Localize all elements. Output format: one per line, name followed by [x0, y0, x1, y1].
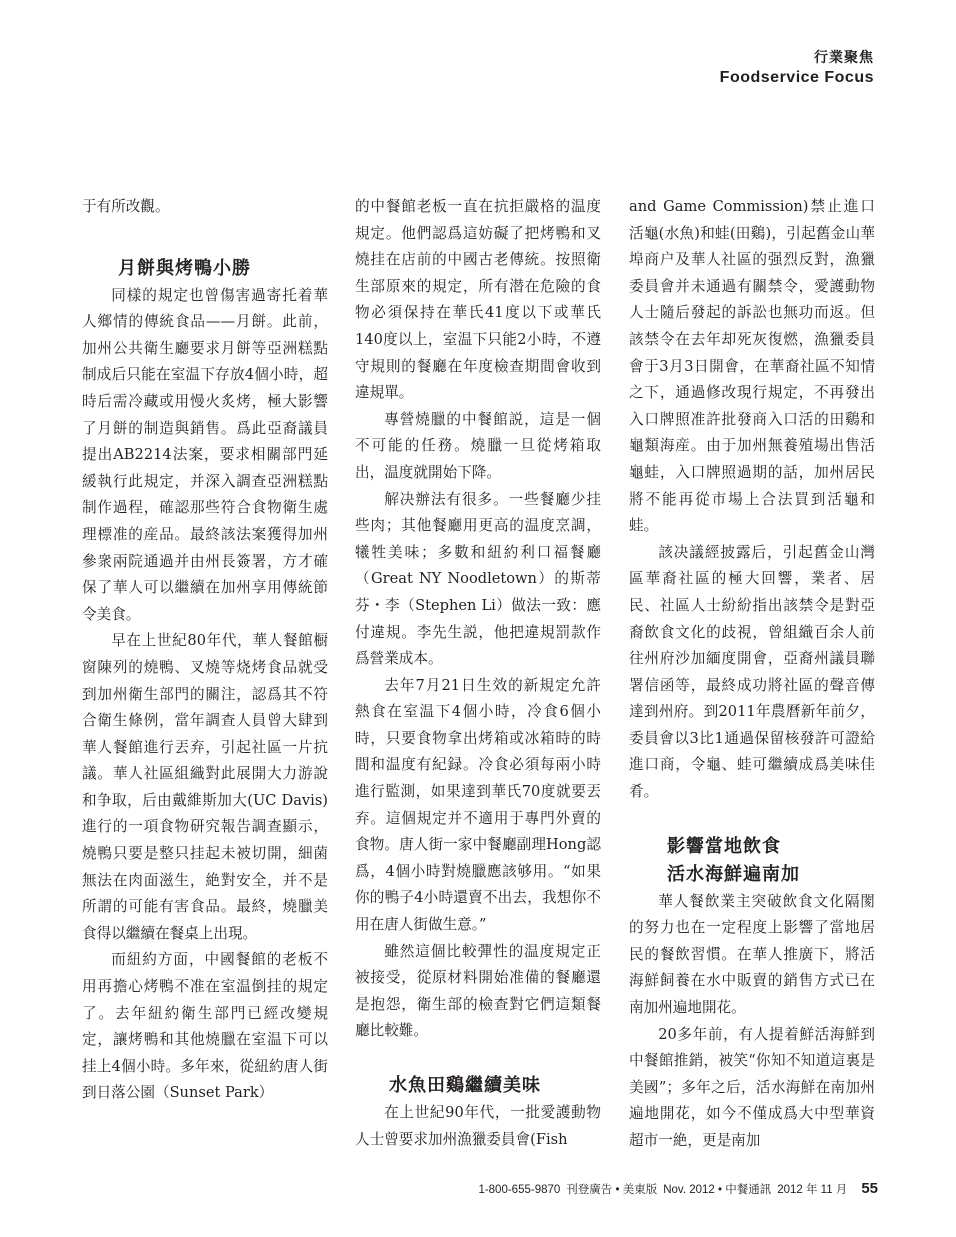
section-header — [720, 48, 874, 88]
section-heading-line-1: 影響當地飲食 — [667, 835, 781, 857]
article-column-3 — [629, 194, 875, 1155]
paragraph: 的中餐館老板一直在抗拒嚴格的温度規定。他們認爲這妨礙了把烤鴨和叉燒挂在店前的中國古老傳統。按照衛生部原來的規定，所有潜在危險的食物必須保持在華氏41度以下或華氏140度以上，室温下只能2小時，不遵守規則的餐廳在年度檢查期間會收到違規單。 — [355, 198, 601, 402]
section-heading: 水魚田鷄繼續美味 — [389, 1075, 541, 1096]
issue-date-cn: 2012 年 11 月 — [777, 1184, 848, 1196]
section-title-en: Foodservice Focus — [719, 69, 874, 86]
section-heading — [629, 833, 875, 889]
paragraph: 專營燒臘的中餐館説，這是一個不可能的任務。燒臘一旦從烤箱取出，温度就開始下降。 — [355, 410, 601, 481]
paragraph: 同樣的規定也曾傷害過寄托着華人鄉情的傳統食品——月餅。此前，加州公共衛生廳要求月餅等亞洲糕點制成后只能在室温下存放4個小時，超時后需冷藏或用慢火炙烤，極大影響了月餅的制造與銷售。爲此亞裔議員提出AB2214法案，要求相關部門延緩執行此規定，并深入調查亞洲糕點制作過程，確認那些符合食物衛生處理標准的産品。最終該法案獲得加州參衆兩院通過并由州長簽署，方才確保了華人可以繼續在加州享用傳統節令美食。 — [82, 286, 328, 623]
paragraph: 在上世紀90年代，一批愛護動物人士曾要求加州漁獵委員會(Fish — [355, 1104, 601, 1148]
section-title-cn: 行業聚焦 — [814, 50, 874, 66]
ad-text: 刊登廣告 • 美東版 — [566, 1184, 658, 1196]
page-number: 55 — [861, 1180, 878, 1197]
section-heading-line-2: 活水海鮮遍南加 — [667, 863, 800, 885]
paragraph: 華人餐飲業主突破飲食文化隔閡的努力也在一定程度上影響了當地居民的餐飲習慣。在華人推廣下，將活海鮮飼養在水中販賣的銷售方式已在南加州遍地開花。 — [629, 892, 875, 1017]
paragraph: 而紐約方面，中國餐館的老板不用再擔心烤鴨不准在室温倒挂的規定了。去年紐約衛生部門已經改變規定，讓烤鴨和其他燒臘在室温下可以挂上4個小時。多年來，從紐約唐人街到日落公園（Sunset Park） — [82, 951, 328, 1102]
paragraph: 該决議經披露后，引起舊金山灣區華裔社區的極大回響，業者、居民、社區人士紛紛指出該禁令是對亞裔飲食文化的歧視，曾組織百余人前往州府沙加緬度開會，亞裔州議員聯署信函等，最終成功將社區的聲音傳達到州府。到2011年農曆新年前夕，委員會以3比1通過保留核發許可證給進口商，令龜、蛙可繼續成爲美味佳肴。 — [629, 543, 875, 801]
ad-phone-number: 1-800-655-9870 — [478, 1184, 561, 1196]
page-footer — [478, 1180, 878, 1197]
article-column-2 — [355, 194, 601, 1153]
paragraph: 于有所改觀。 — [82, 198, 170, 215]
paragraph: 雖然這個比較彈性的温度規定正被接受，從原材料開始准備的餐廳還是抱怨，衛生部的檢查對它們這類餐廳比較難。 — [355, 942, 601, 1040]
paragraph: and Game Commission)禁止進口活龜(水魚)和蛙(田鷄)，引起舊金山華埠商户及華人社區的强烈反對，漁獵委員會并未通過有關禁令，愛護動物人士隨后發起的訴訟也無功而返。但該禁令在去年却死灰復燃，漁獵委員會于3月3日開會，在華裔社區不知情之下，通過修改現行規定，不再發出入口牌照准許批發商入口活的田鷄和龜類海産。由于加州無養殖場出售活龜蛙，入口牌照過期的話，加州居民將不能再從市場上合法買到活龜和蛙。 — [629, 198, 875, 535]
paragraph: 20多年前，有人提着鮮活海鮮到中餐館推銷，被笑“你知不知道這裏是美國”；多年之后，活水海鮮在南加州遍地開花，如今不僅成爲大中型華資超市一絶，更是南加 — [629, 1025, 875, 1149]
section-heading: 月餅與烤鴨小勝 — [118, 257, 251, 279]
paragraph: 解决辦法有很多。一些餐廳少挂些肉；其他餐廳用更高的温度烹調，犧牲美味；多數和紐約利口福餐廳（Great NY Noodletown）的斯蒂芬・李（Stephen Li）做法一致：應付違規。李先生説，他把違規罰款作爲營業成本。 — [355, 490, 601, 668]
article-column-1 — [82, 194, 328, 1107]
paragraph: 早在上世紀80年代，華人餐館橱窗陳列的燒鴨、叉燒等烧烤食品就受到加州衛生部門的關注，認爲其不符合衛生條例，當年調查人員曾大肆到華人餐館進行丟弃，引起社區一片抗議。華人社區組織對此展開大力游說和争取，后由戴維斯加大(UC Davis)進行的一項食物研究報告調查顯示，燒鴨只要是整只挂起未被切開，細菌無法在肉面滋生，絶對安全，并不是所謂的可能有害食品。最終，燒臘美食得以繼續在餐桌上出現。 — [82, 632, 328, 942]
issue-info: Nov. 2012 • 中餐通訊 — [663, 1184, 772, 1196]
paragraph: 去年7月21日生效的新規定允許熱食在室温下4個小時，冷食6個小時，只要食物拿出烤箱或冰箱時的時間和温度有紀録。冷食必須每兩小時進行監測，如果達到華氏70度就要丟弃。這個規定并不適用于專門外賣的食物。唐人街一家中餐廳副理Hong認爲，4個小時對燒臘應該够用。“如果你的鴨子4小時還賣不出去，我想你不用在唐人街做生意。” — [355, 676, 601, 934]
